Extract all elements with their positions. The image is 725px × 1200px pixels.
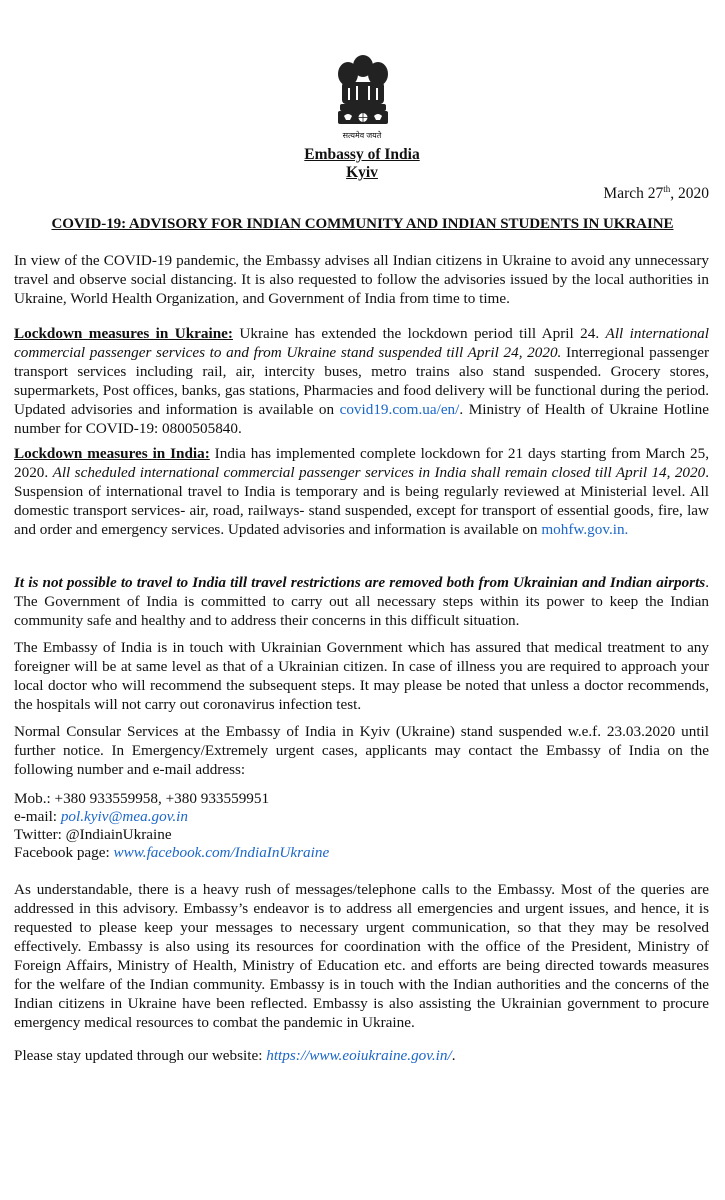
travel-restriction-paragraph [14, 573, 709, 630]
facebook-label: Facebook page: [14, 844, 114, 861]
twitter-handle: Twitter: @IndiainUkraine [14, 826, 172, 843]
website-link[interactable]: https://www.eoiukraine.gov.in/ [266, 1047, 452, 1064]
facebook-line [14, 843, 329, 862]
embassy-name: Embassy of India [304, 146, 420, 163]
travel-restriction-text: . The Government of India is committed to carry out all necessary steps within its power to keep the Indian community safe and healthy and to address their concerns in this difficult situation. [14, 574, 709, 629]
date-prefix: March 27 [603, 185, 664, 203]
mobile-numbers: Mob.: +380 933559958, +380 933559951 [14, 790, 270, 807]
ukraine-text-3: . Ministry of Health of Ukraine Hotline number for COVID-19: 0800505840. [14, 401, 709, 437]
national-emblem-icon [326, 52, 400, 142]
ukraine-italic-text: All international commercial passenger services to and from Ukraine stand suspended till April 24, 2020. [14, 325, 709, 361]
website-end: . [451, 1047, 456, 1064]
website-line [14, 1046, 456, 1065]
india-text-2: . Suspension of international travel to India is temporary and is being regularly reviewed at Ministerial level. All domestic transport services- air, road, railways- stand suspended, except for transport of essential goods, fire, law and order and emergency services. Updated advisories and information is available on [14, 464, 709, 538]
covid19-ukraine-link[interactable]: covid19.com.ua/en/ [339, 401, 460, 418]
advisory-title: COVID-19: ADVISORY FOR INDIAN COMMUNITY AND INDIAN STUDENTS IN UKRAINE [51, 216, 674, 232]
india-italic-text: All scheduled international commercial passenger services in India shall remain closed till April 14, 2020 [52, 464, 706, 481]
intro-paragraph: In view of the COVID-19 pandemic, the Embassy advises all Indian citizens in Ukraine to avoid any unnecessary travel and observe social distancing. It is also requested to follow the advisories issued by the local authorities in Ukraine, World Health Organization, and Government of India from time to time. [14, 252, 709, 307]
travel-restriction-emphasis: It is not possible to travel to India till travel restrictions are removed both from Ukrainian and Indian airports [14, 574, 706, 591]
ukraine-lockdown-paragraph [14, 324, 709, 438]
ukraine-text-2: Interregional passenger transport services including rail, air, intercity buses, metro trains also stand suspended. Grocery stores, supermarkets, Post offices, banks, gas stations, Pharmacies and food delivery will be functional during the period. Updated advisories and information is available on [14, 344, 709, 418]
mohfw-link[interactable]: mohfw.gov.in. [541, 521, 629, 538]
emblem-motto: सत्यमेव जयते [342, 131, 382, 140]
consular-services-paragraph: Normal Consular Services at the Embassy of India in Kyiv (Ukraine) stand suspended w.e.f. 23.03.2020 until further notice. In Emergency/Extremely urgent cases, applicants may contact the Embassy of India on the following number and e-mail address: [14, 723, 709, 778]
ukraine-text-1: Ukraine has extended the lockdown period till April 24. [232, 325, 606, 342]
date-suffix-ordinal: th [663, 184, 671, 194]
email-line [14, 807, 188, 826]
date-year: , 2020 [670, 185, 709, 203]
india-lockdown-paragraph [14, 444, 709, 539]
ukraine-lockdown-label: Lockdown measures in Ukraine: [14, 325, 233, 342]
document-date [603, 180, 709, 203]
embassy-city: Kyiv [346, 164, 378, 181]
message-rush-paragraph: As understandable, there is a heavy rush of messages/telephone calls to the Embassy. Most of the queries are addressed in this advisory. Embassy’s endeavor is to address all emergencies and urgent issues, and hence, it is requested to please keep your messages to necessary urgent communication, so that they may be resolved effectively. Embassy is also using its resources for coordination with the office of the President, Ministry of Foreign Affairs, Ministry of Health, Ministry of Education etc. and efforts are being directed towards measures for the welfare of the Indian community. Embassy is in touch with the Indian authorities and the concerns of the Indian citizens in Ukraine have been reflected. Embassy is also assisting the Ukrainian government to procure emergency medical resources to combat the pandemic in Ukraine. [14, 881, 709, 1031]
india-lockdown-label: Lockdown measures in India: [14, 445, 210, 462]
medical-treatment-paragraph: The Embassy of India is in touch with Ukrainian Government which has assured that medical treatment to any foreigner will be at same level as that of a Ukrainian citizen. In case of illness you are required to approach your local doctor who will recommend the subsequent steps. It may please be noted that unless a doctor recommends, the hospitals will not carry out coronavirus infection test. [14, 639, 709, 713]
facebook-link[interactable]: www.facebook.com/IndiaInUkraine [113, 844, 330, 861]
india-text-1: India has implemented complete lockdown for 21 days starting from March 25, 2020. [14, 445, 710, 481]
email-link[interactable]: pol.kyiv@mea.gov.in [60, 808, 188, 825]
website-text: Please stay updated through our website: [14, 1047, 267, 1064]
email-label: e-mail: [14, 808, 61, 825]
